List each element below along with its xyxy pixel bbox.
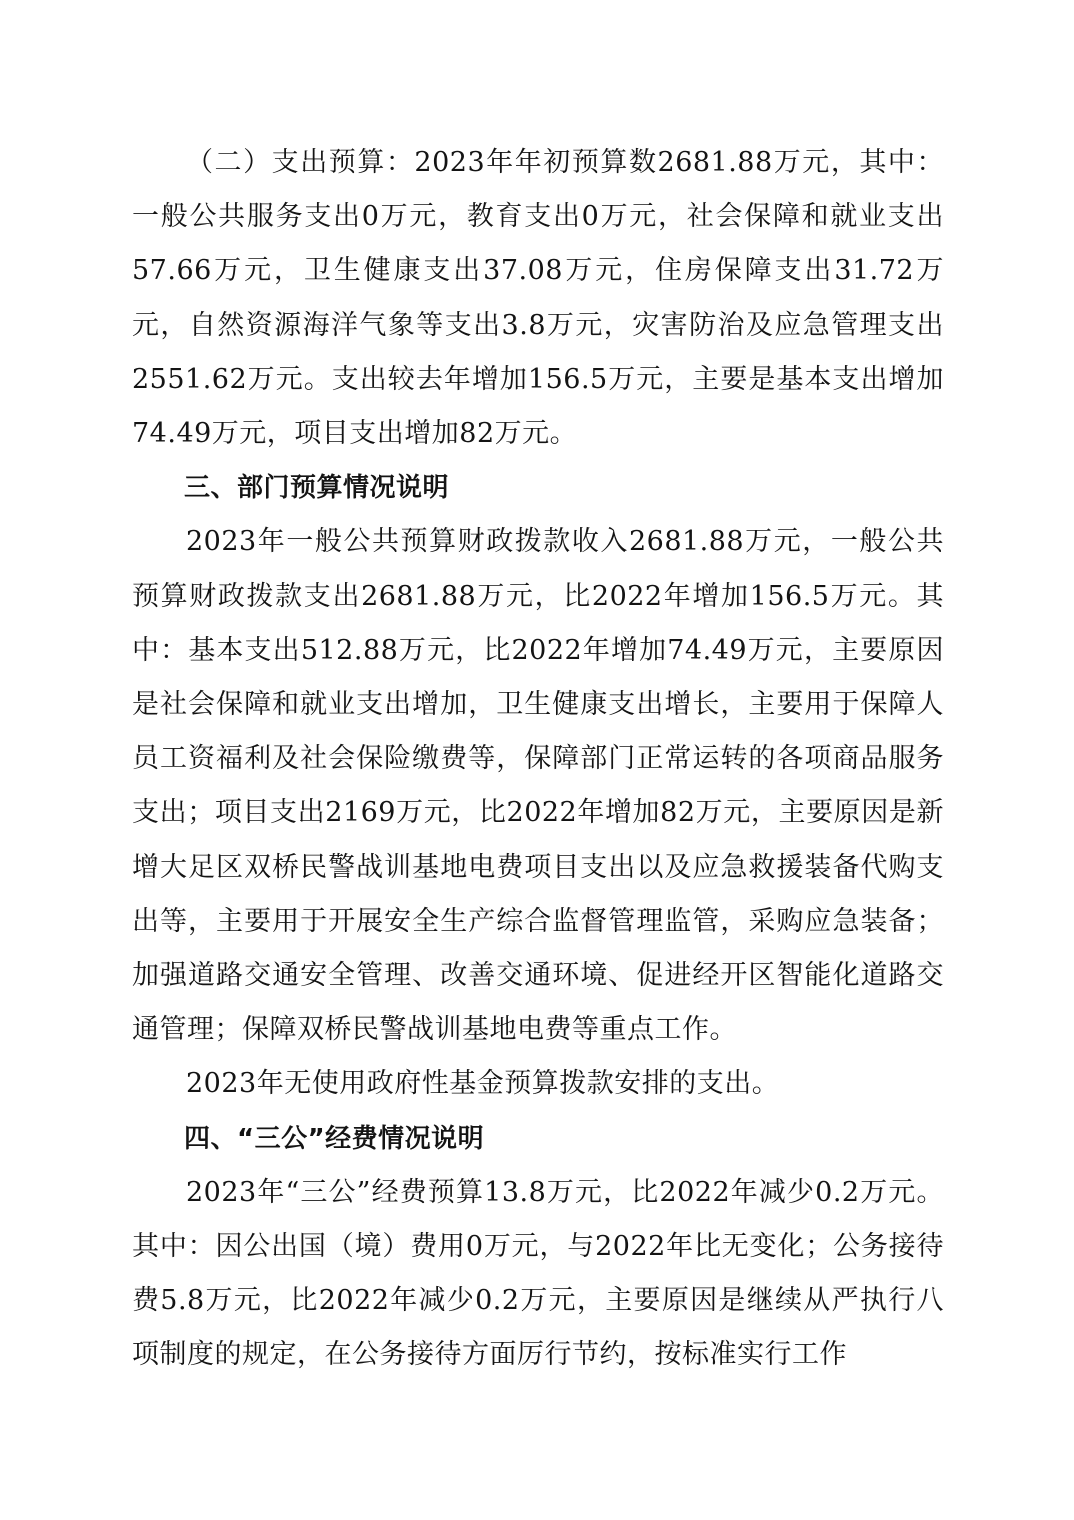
- expenditure-budget-paragraph: （二）支出预算：2023年年初预算数2681.88万元，其中：一般公共服务支出0万元，教育支出0万元，社会保障和就业支出57.66万元，卫生健康支出37.08万元，住房保障支出31.72万元，自然资源海洋气象等支出3.8万元，灾害防治及应急管理支出2551.62万元。支出较去年增加156.5万元，主要是基本支出增加74.49万元，项目支出增加82万元。: [132, 147, 944, 450]
- section-heading-department-budget: 三、部门预算情况说明: [184, 473, 450, 504]
- government-fund-paragraph: 2023年无使用政府性基金预算拨款安排的支出。: [186, 1068, 780, 1100]
- section-heading-three-public-expenses: 四、“三公”经费情况说明: [184, 1123, 485, 1154]
- document-page: [132, 136, 944, 1383]
- three-public-expenses-paragraph: 2023年“三公”经费预算13.8万元，比2022年减少0.2万元。其中：因公出国（境）费用0万元，与2022年比无变化；公务接待费5.8万元，比2022年减少0.2万元，主要原因是继续从严执行八项制度的规定，在公务接待方面厉行节约，按标准实行工作: [132, 1176, 944, 1371]
- department-budget-paragraph: 2023年一般公共预算财政拨款收入2681.88万元，一般公共预算财政拨款支出2681.88万元，比2022年增加156.5万元。其中：基本支出512.88万元，比2022年增加74.49万元，主要原因是社会保障和就业支出增加，卫生健康支出增长，主要用于保障人员工资福利及社会保险缴费等，保障部门正常运转的各项商品服务支出；项目支出2169万元，比2022年增加82万元，主要原因是新增大足区双桥民警战训基地电费项目支出以及应急救援装备代购支出等，主要用于开展安全生产综合监督管理监管，采购应急装备；加强道路交通安全管理、改善交通环境、促进经开区智能化道路交通管理；保障双桥民警战训基地电费等重点工作。: [132, 526, 944, 1046]
